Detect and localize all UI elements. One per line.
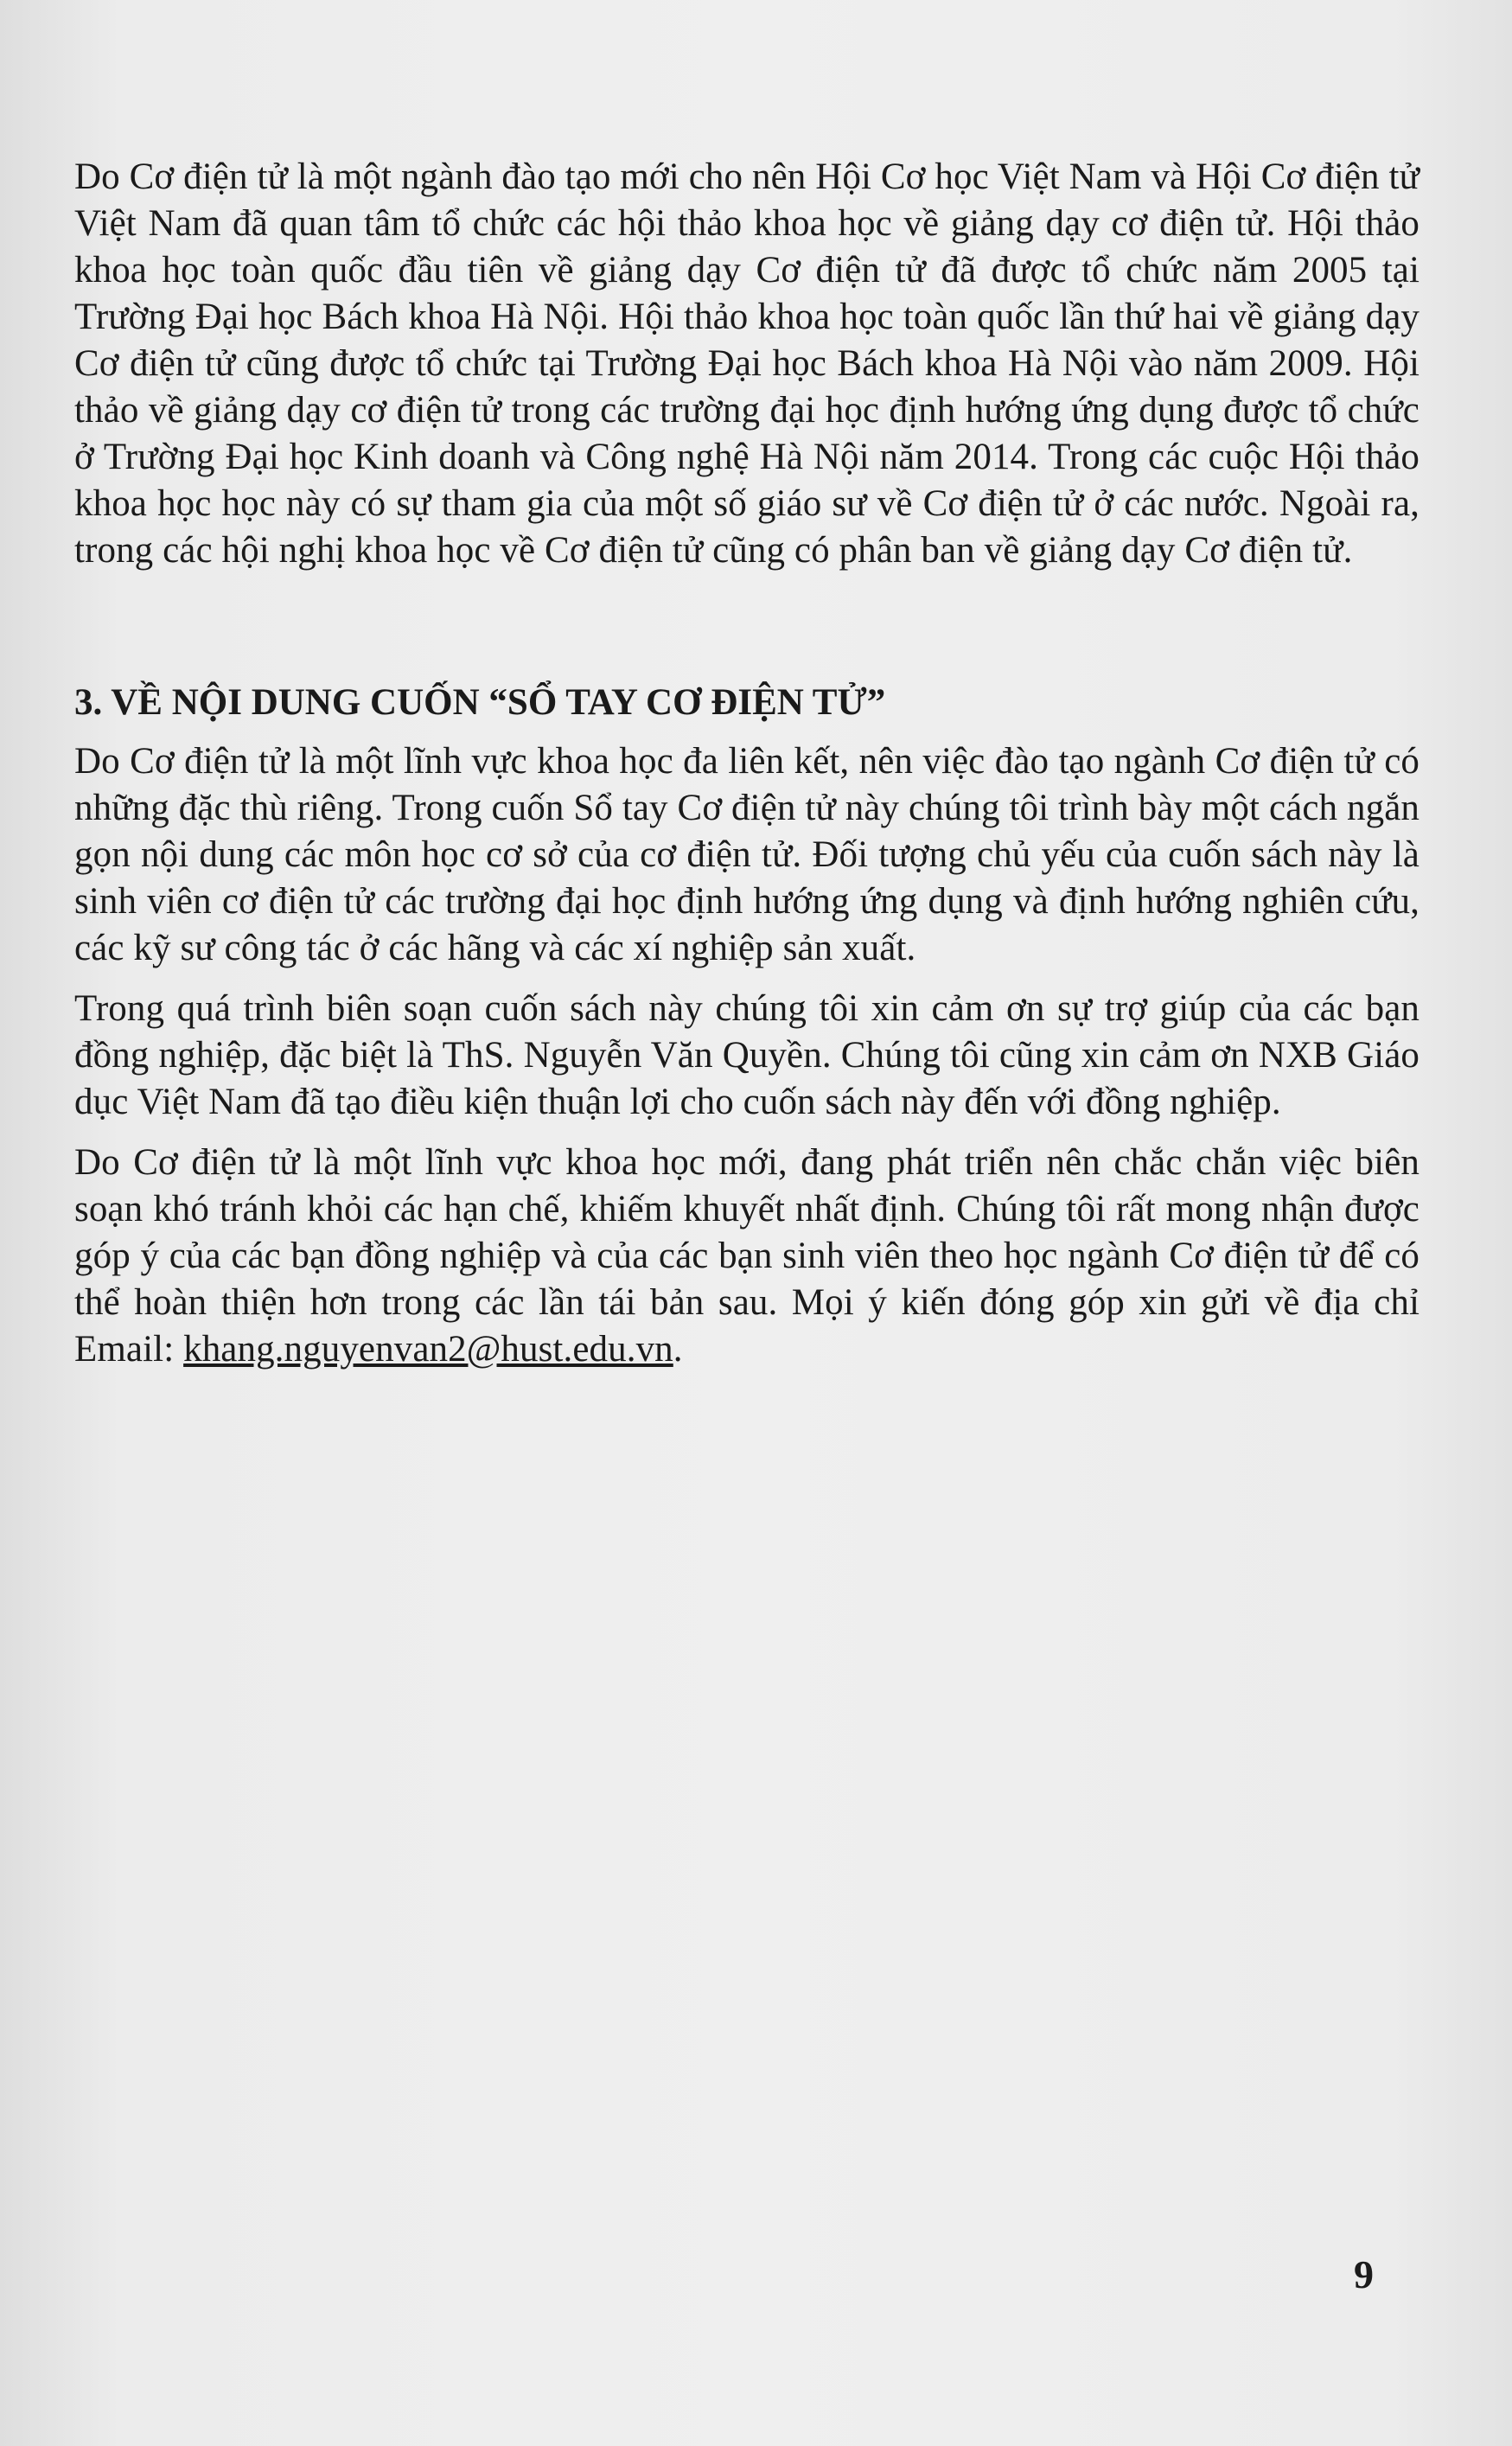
intro-paragraph: Do Cơ điện tử là một ngành đào tạo mới cho nên Hội Cơ học Việt Nam và Hội Cơ điện tử Việt Nam đã quan tâm tổ chức các hội thảo khoa học về giảng dạy cơ điện tử. Hội thảo khoa học toàn quốc đầu tiên về giảng dạy Cơ điện tử đã được tổ chức năm 2005 tại Trường Đại học Bách khoa Hà Nội. Hội thảo khoa học toàn quốc lần thứ hai về giảng dạy Cơ điện tử cũng được tổ chức tại Trường Đại học Bách khoa Hà Nội vào năm 2009. Hội thảo về giảng dạy cơ điện tử trong các trường đại học định hướng ứng dụng được tổ chức ở Trường Đại học Kinh doanh và Công nghệ Hà Nội năm 2014. Trong các cuộc Hội thảo khoa học học này có sự tham gia của một số giáo sư về Cơ điện tử ở các nước. Ngoài ra, trong các hội nghị khoa học về Cơ điện tử cũng có phân ban về giảng dạy Cơ điện tử. (74, 156, 1419, 571)
section-heading: 3. VỀ NỘI DUNG CUỐN “SỔ TAY CƠ ĐIỆN TỬ” (74, 682, 886, 723)
email-suffix: . (673, 1329, 683, 1370)
body-paragraph-1: Do Cơ điện tử là một lĩnh vực khoa học đa liên kết, nên việc đào tạo ngành Cơ điện tử có những đặc thù riêng. Trong cuốn Sổ tay Cơ điện tử này chúng tôi trình bày một cách ngắn gọn nội dung các môn học cơ sở của cơ điện tử. Đối tượng chủ yếu của cuốn sách này là sinh viên cơ điện tử các trường đại học định hướng ứng dụng và định hướng nghiên cứu, các kỹ sư công tác ở các hãng và các xí nghiệp sản xuất. (74, 741, 1419, 968)
closing-paragraph-text: Do Cơ điện tử là một lĩnh vực khoa học mới, đang phát triển nên chắc chắn việc biên soạn khó tránh khỏi các hạn chế, khiếm khuyết nhất định. Chúng tôi rất mong nhận được góp ý của các bạn đồng nghiệp và của các bạn sinh viên theo học ngành Cơ điện tử để có thể hoàn thiện hơn trong các lần tái bản sau. Mọi ý kiến đóng góp xin gửi về địa chỉ Email: (74, 1142, 1419, 1370)
section-body (74, 738, 1419, 1387)
contact-email-link[interactable]: khang.nguyenvan2@hust.edu.vn (183, 1329, 673, 1370)
body-paragraph-3 (74, 1140, 1419, 1373)
body-paragraph-2: Trong quá trình biên soạn cuốn sách này chúng tôi xin cảm ơn sự trợ giúp của các bạn đồng nghiệp, đặc biệt là ThS. Nguyễn Văn Quyền. Chúng tôi cũng xin cảm ơn NXB Giáo dục Việt Nam đã tạo điều kiện thuận lợi cho cuốn sách này đến với đồng nghiệp. (74, 988, 1419, 1122)
page-number: 9 (1354, 2252, 1374, 2296)
intro-section (74, 154, 1419, 588)
